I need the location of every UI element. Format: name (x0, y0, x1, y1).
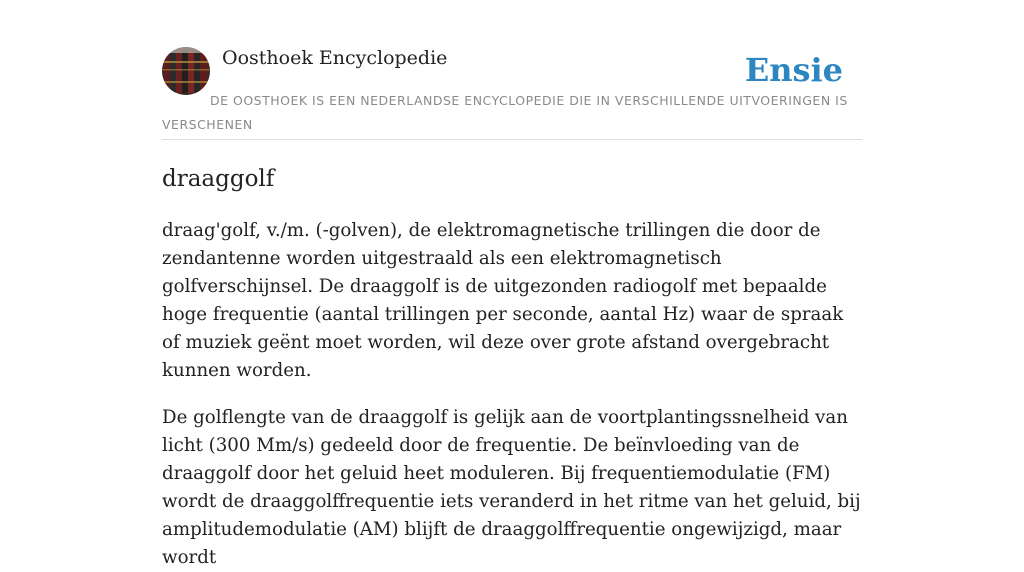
article-body (162, 217, 862, 572)
article-title: draaggolf (162, 166, 275, 192)
article-paragraph: draag'golf, v./m. (-golven), de elektromagnetische trillingen die door de zendantenne worden uitgestraald als een elektromagnetisch golfverschijnsel. De draaggolf is de uitgezonden radiogolf met bepaalde hoge frequentie (aantal trillingen per seconde, aantal Hz) waar de spraak of muziek geënt moet worden, wil deze over grote afstand overgebracht kunnen worden. (162, 220, 844, 381)
site-tagline: DE OOSTHOEK IS EEN NEDERLANDSE ENCYCLOPEDIE DIE IN VERSCHILLENDE UITVOERINGEN IS VERSCHENEN (162, 93, 848, 132)
page (162, 0, 862, 572)
site-header (162, 0, 862, 140)
avatar[interactable] (162, 47, 210, 95)
encyclopedia-books-icon (162, 47, 210, 95)
site-name-link[interactable]: Oosthoek Encyclopedie (222, 47, 448, 69)
brand-logo-link[interactable]: Ensie (744, 51, 843, 89)
article-paragraph: De golflengte van de draaggolf is gelijk aan de voortplantingssnelheid van licht (300 Mm/s) gedeeld door de frequentie. De beïnvloeding van de draaggolf door het geluid heet moduleren. Bij frequentiemodulatie (FM) wordt de draaggolffrequentie iets veranderd in het ritme van het geluid, bij amplitudemodulatie (AM) blijft de draaggolffrequentie ongewijzigd, maar wordt (162, 407, 861, 568)
